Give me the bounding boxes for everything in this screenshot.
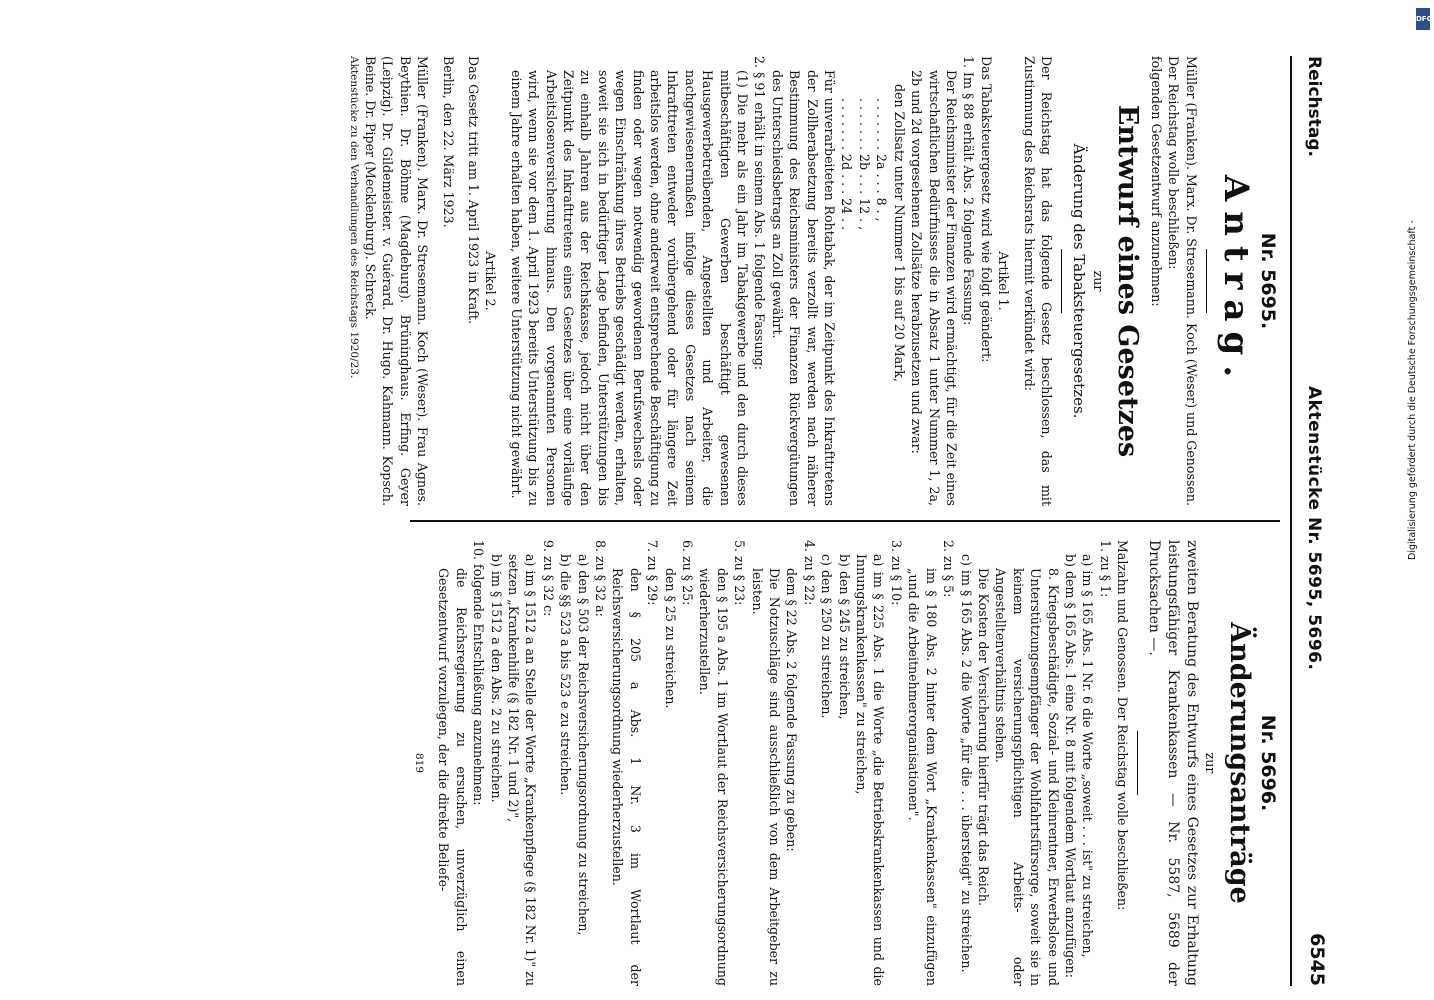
- signatories: Müller (Franken). Marx. Dr. Stresemann. Koch (Weser). Frau Agnes. Beythien. Dr. Böhme (Magdeburg). Brüninghaus. Erfing. Geyer (Leipzig). Dr. Gildemeister. v. Guérard. Dr. Hugo. Kahmann. Kopsch. Beine. Dr. Piper (Mecklenburg). Schreck.: [362, 56, 431, 506]
- document-title: Änderungsanträge: [1223, 622, 1255, 904]
- amendment-item: 4. zu § 22:: [801, 540, 817, 606]
- amendment-subject: zweiten Beratung des Entwurfs eines Gesetzes zur Erhaltung leistungsfähiger Krankenkassen — Nr. 5587, 5689 der Drucksachen —.: [1146, 540, 1201, 986]
- amendment-item: dem § 22 Abs. 2 folgende Fassung zu geben:: [784, 568, 800, 852]
- amendment-item: 8. zu § 32 a:: [593, 540, 608, 617]
- date-line: Berlin, den 22. März 1923.: [440, 56, 456, 228]
- article-2-heading: Artikel 2.: [483, 251, 499, 311]
- amendment-item: 6. zu § 25:: [680, 540, 696, 606]
- amendment-item: die Reichsregierung zu ersuchen, unverzüglich einen Gesetzentwurf vorzulegen, der die direkte Beliefe-: [436, 568, 469, 986]
- article-1-item-1: 1. Im § 88 erhält Abs. 2 folgende Fassung:: [961, 56, 977, 326]
- tariff-rate-2d: . . . . . . . 2d . . . 24 . .: [839, 98, 855, 231]
- divider: [1137, 731, 1138, 795]
- amendment-item: 7. zu § 29:: [645, 540, 661, 606]
- tariff-rate-1: den Zollsatz unter Nummer 1 bis auf 20 Mark,: [891, 84, 907, 382]
- amendment-item: b) die §§ 523 a bis 523 e zu streichen.: [558, 554, 574, 796]
- tariff-rate-2b: . . . . . . . 2b . . . 12 . ,: [856, 98, 872, 231]
- left-column: [344, 56, 1279, 506]
- intro-text: folgenden Gesetzentwurf anzunehmen:: [1148, 56, 1164, 307]
- preamble: Der Reichstag hat das folgende Gesetz beschlossen, das mit Zustimmung des Reichsrats hiermit verkündet wird:: [1021, 56, 1054, 506]
- column-divider: [410, 520, 1280, 522]
- amendment-item: Die Kosten der Versicherung hierfür trägt das Reich.: [975, 568, 991, 906]
- amendment-item: b) im § 1512 a den Abs. 2 zu streichen.: [488, 554, 504, 803]
- amendment-item: 1. zu § 1:: [1097, 540, 1113, 598]
- digitization-stripe: [1405, 0, 1434, 1000]
- title-zur: zur: [1202, 752, 1218, 774]
- amendment-item: den § 195 a Abs. 1 im Wortlaut der Reichsversicherungsordnung wiederherzustellen.: [697, 568, 730, 986]
- amendment-item: Die Notzuschläge sind ausschließlich von dem Arbeitgeber zu leisten.: [749, 568, 783, 986]
- proposers: Müller (Franken). Marx. Dr. Stresemann. Koch (Weser) und Genossen. Der Reichstag wolle beschließen:: [1166, 56, 1199, 506]
- amendment-list: [435, 540, 1114, 986]
- amendment-item: c) den § 250 zu streichen.: [819, 554, 835, 719]
- amendment-item: 10. folgende Entschließung anzunehmen:: [471, 540, 487, 806]
- header-rule: [1290, 56, 1292, 986]
- amendment-item: im § 180 Abs. 2 hinter dem Wort „Krankenkassen" einzufügen „und die Arbeitnehmerorganisationen".: [906, 568, 939, 986]
- bill-heading: Entwurf eines Gesetzes: [1112, 104, 1144, 458]
- page-header: [1298, 56, 1332, 986]
- amendment-item: a) den § 503 der Reichsversicherungsordnung zu streichen,: [575, 554, 591, 936]
- document-number: Nr. 5695.: [1257, 232, 1279, 330]
- amendment-item: 3. zu § 10:: [888, 540, 904, 606]
- amendment-item: den § 205 a Abs. 1 Nr. 3 im Wortlaut der Reichsversicherungsordnung wiederherzustellen.: [610, 568, 643, 986]
- page-code: 819: [412, 752, 425, 774]
- divider: [1206, 249, 1207, 313]
- document-title: Antrag.: [1215, 174, 1256, 388]
- article-2-text: Das Gesetz tritt am 1. April 1923 in Kraft.: [465, 56, 481, 324]
- amendment-item: den § 25 zu streichen.: [662, 568, 678, 709]
- article-1-item-1-text: Der Reichsminister der Finanzen wird ermächtigt, für die Zeit eines wirtschaftlichen Bedürfnisses die in Absatz 1 unter Nummer 1, 2a, 2b und 2d vorgesehenen Zollsätze herabzusetzen und zwar:: [909, 70, 959, 506]
- page-footer: Aktenstücke zu den Verhandlungen des Reichstags 1920/23.: [347, 56, 360, 379]
- amendment-item: a) im § 225 Abs. 1 die Worte „die Betriebskrankenkassen und die Innungskrankenkassen" zu streichen,: [854, 554, 887, 986]
- amendment-item: 9. zu § 32 c:: [540, 540, 556, 617]
- amendment-item: a) im § 165 Abs. 1 Nr. 6 die Worte „soweit . . . ist" zu streichen,: [1080, 554, 1096, 958]
- article-1-intro: Das Tabaksteuergesetz wird wie folgt geändert:: [978, 56, 994, 363]
- dfg-logo-icon: DFG: [1416, 8, 1430, 30]
- amendment-item: c) im § 165 Abs. 2 die Worte „für die . . . übersteigt" zu streichen.: [958, 554, 974, 973]
- divider: [1061, 249, 1062, 313]
- amendment-item: b) den § 245 zu streichen,: [836, 554, 852, 720]
- amendment-item: 5. zu § 23:: [732, 540, 748, 606]
- tariff-rate-2a: . . . . . . . 2a . . . 8 . ,: [874, 98, 890, 222]
- amendment-item: b) dem § 165 Abs. 1 eine Nr. 8 mit folgendem Wortlaut anzufügen:: [1062, 554, 1078, 979]
- bill-heading-zur: zur: [1091, 270, 1107, 292]
- right-column: [410, 540, 1279, 986]
- amendment-item: 2. zu § 5:: [941, 540, 957, 598]
- digitization-credit: Digitalisierung gefördert durch die Deutsche Forschungsgemeinschaft -: [1407, 220, 1418, 560]
- header-center: Aktenstücke Nr. 5695, 5696.: [1304, 386, 1324, 671]
- proposers: Malzahn und Genossen. Der Reichstag wolle beschließen:: [1115, 540, 1131, 911]
- bill-subject: Änderung des Tabaksteuergesetzes.: [1069, 143, 1088, 419]
- amendment-item: a) im § 1512 a an Stelle der Worte „Krankenpflege (§ 182 Nr. 1)" zu setzen „Krankenhilfe (§ 182 Nr. 1 und 2)",: [505, 554, 539, 986]
- page-number: 6545: [1306, 933, 1328, 986]
- article-1-item-1-text-2: Für unverarbeiteten Rohtabak, der im Zeitpunkt des Inkrafttretens der Zollherabsetzung bereits verzollt war, werden nach näherer Bestimmung des Reichsministers der Finanzen Rückvergütungen des Unterschiedsbetrags an Zoll gewährt.: [769, 70, 838, 506]
- amendment-item: 8. Kriegsbeschädigte, Sozial- und Kleinrentner, Erwerbslose und Unterstützungsempfänger der Wohlfahrtsfürsorge, soweit sie in keinem versicherungspflichtigen Arbeits- oder Angestelltenverhältnis stehen.: [993, 568, 1061, 986]
- article-1-item-2: 2. § 91 erhält in seinem Abs. 1 folgende Fassung:: [752, 56, 768, 371]
- article-1-item-2-text: (1) Die mehr als ein Jahr im Tabakgewerbe und den durch dieses mitbeschäftigten Gewerben beschäftigt gewesenen Hausgewerbetreibenden, Angestellten und Arbeiter, die nachgewiesenermaßen infolge dieses Gesetzes nach seinem Inkrafttreten entweder vorübergehend oder für längere Zeit arbeitslos werden, ohne anderweit entsprechende Beschäftigung zu finden oder wegen notwendig gewordenen Berufswechsels oder wegen Einschränkung ihres Betriebs geschädigt werden, erhalten, soweit sie sich in bedürftiger Lage befinden, Unterstützungen bis zu einhalb Jahren aus der Reichskasse, jedoch nicht über den Zeitpunkt des Inkrafttretens eines Gesetzes über eine vorläufige Arbeitslosenversicherung hinaus. Den vorgenannten Personen wird, wenn sie vor dem 1. April 1923 bereits Unterstützung bis zu einem Jahre erhalten haben, weitere Unterstützung nicht gewährt.: [508, 70, 751, 506]
- header-left: Reichstag.: [1304, 56, 1324, 157]
- article-1-heading: Artikel 1.: [996, 251, 1012, 311]
- document-number: Nr. 5696.: [1257, 714, 1279, 812]
